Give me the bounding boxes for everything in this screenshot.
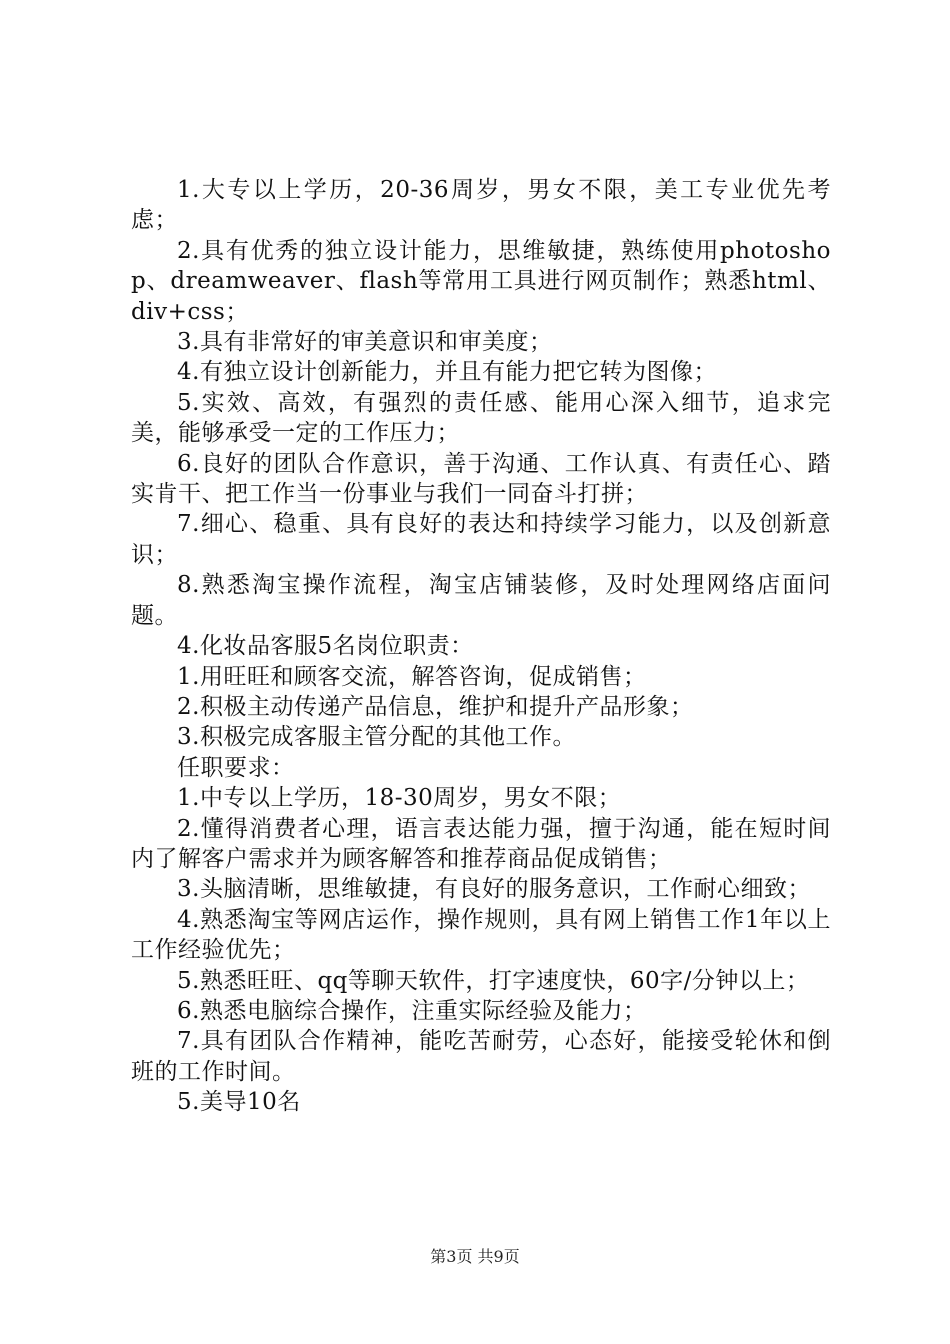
paragraph: 2.懂得消费者心理，语言表达能力强，擅于沟通，能在短时间内了解客户需求并为顾客解答和推荐商品促成销售； [131,815,831,872]
paragraph: 3.头脑清晰，思维敏捷，有良好的服务意识，工作耐心细致； [177,876,811,903]
paragraph: 7.具有团队合作精神，能吃苦耐劳，心态好，能接受轮休和倒班的工作时间。 [131,1028,831,1085]
paragraph: 5.实效、高效，有强烈的责任感、能用心深入细节，追求完美，能够承受一定的工作压力； [131,389,831,447]
paragraph: 8.熟悉淘宝操作流程，淘宝店铺装修，及时处理网络店面问题。 [131,572,831,629]
paragraph: 5.熟悉旺旺、qq等聊天软件，打字速度快，60字/分钟以上； [177,967,810,994]
subheading: 任职要求： [177,754,295,781]
paragraph: 7.细心、稳重、具有良好的表达和持续学习能力，以及创新意识； [131,511,831,568]
paragraph: 3.具有非常好的审美意识和审美度； [177,329,553,356]
paragraph: 2.积极主动传递产品信息，维护和提升产品形象； [177,693,694,720]
paragraph: 4.熟悉淘宝等网店运作，操作规则，具有网上销售工作1年以上工作经验优先； [131,906,831,964]
page-number: 第3页 共9页 [430,1247,520,1266]
paragraph: 4.有独立设计创新能力，并且有能力把它转为图像； [177,359,717,386]
paragraph: 6.良好的团队合作意识，善于沟通、工作认真、有责任心、踏实肯干、把工作当一份事业与我们一同奋斗打拼； [131,450,831,508]
document-body [131,175,831,1118]
paragraph: 2.具有优秀的独立设计能力，思维敏捷，熟练使用photoshop、dreamweaver、flash等常用工具进行网页制作；熟悉html、div+css； [131,237,831,325]
paragraph: 1.用旺旺和顾客交流，解答咨询，促成销售； [177,663,647,690]
paragraph: 6.熟悉电脑综合操作，注重实际经验及能力； [177,997,647,1024]
section-heading: 5.美导10名 [177,1089,301,1116]
paragraph: 1.大专以上学历，20-36周岁，男女不限，美工专业优先考虑； [131,177,831,234]
paragraph: 1.中专以上学历，18-30周岁，男女不限； [177,785,622,812]
section-heading: 4.化妆品客服5名岗位职责： [177,633,474,660]
paragraph: 3.积极完成客服主管分配的其他工作。 [177,724,576,751]
